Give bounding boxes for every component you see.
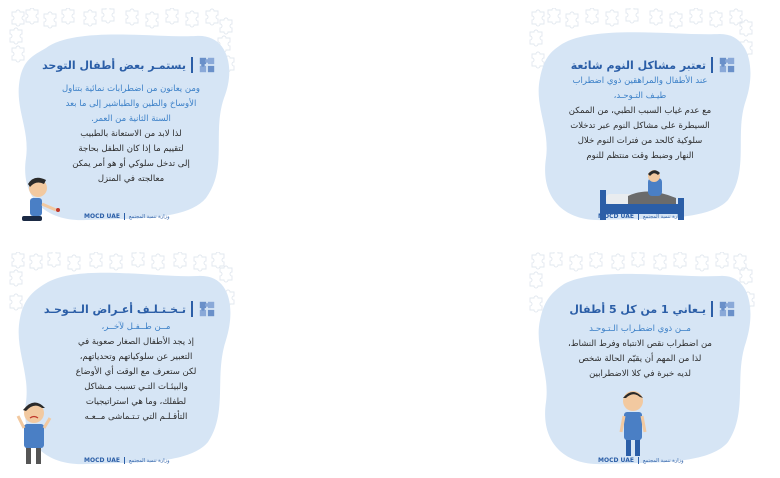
- brand-footer: [598, 213, 684, 220]
- card-title-text: يـعاني 1 من كل 5 أطفال: [569, 302, 706, 316]
- body-line: لكن ستعرف مع الوقت أي الأوضاع: [75, 367, 197, 377]
- card-body: [540, 322, 740, 382]
- title-divider: [711, 301, 713, 317]
- body-line: طيـف التـوحـد،: [613, 91, 667, 101]
- brand-english: MOCD UAE: [84, 457, 120, 464]
- body-line: مع عدم غياب السبب الطبي، من الممكن: [568, 106, 712, 116]
- brand-arabic: وزارة تنمية المجتمع: [128, 457, 170, 464]
- card-title-text: تعتبر مشاكل النوم شائعة: [570, 58, 706, 72]
- card-title: [569, 300, 736, 318]
- card-title: [571, 56, 736, 74]
- card-title: [42, 56, 216, 74]
- info-card-adhd: [526, 252, 758, 472]
- card-title-text: تـخـتـلـف أعـراض الـتـوحـد: [43, 302, 186, 316]
- body-line: لذا من المهم أن يقيّم الحالة شخص: [578, 354, 702, 364]
- body-line: التعبير عن سلوكياتهم وتحدياتهم،: [79, 352, 193, 362]
- body-line: النهار وضبط وقت منتظم للنوم: [586, 151, 694, 161]
- info-card-symptoms: [6, 252, 238, 472]
- brand-english: MOCD UAE: [84, 213, 120, 220]
- info-card-eating: [6, 8, 238, 228]
- body-line: لديه خبرة في كلا الاضطرابين: [589, 369, 691, 379]
- body-line: السيطرة على مشاكل النوم عبر تدخلات: [570, 121, 710, 131]
- info-card-sleep: [526, 8, 758, 228]
- card-body: [52, 320, 220, 425]
- upset-child-illustration: [14, 396, 56, 466]
- card-body: [540, 74, 740, 164]
- brand-divider: [638, 457, 639, 464]
- brand-english: MOCD UAE: [598, 457, 634, 464]
- puzzle-icon: [718, 56, 736, 74]
- puzzle-icon: [198, 56, 216, 74]
- brand-divider: [124, 213, 125, 220]
- body-line: عند الأطفال والمراهقين ذوي اضطراب: [572, 76, 708, 86]
- brand-divider: [124, 457, 125, 464]
- brand-arabic: وزارة تنمية المجتمع: [642, 457, 684, 464]
- title-divider: [191, 301, 193, 317]
- body-line: والبيئـات التـي تسبب مـشاكل: [84, 382, 188, 392]
- brand-divider: [638, 213, 639, 220]
- card-body: [46, 82, 216, 187]
- brand-arabic: وزارة تنمية المجتمع: [128, 213, 170, 220]
- title-divider: [191, 57, 193, 73]
- brand-arabic: وزارة تنمية المجتمع: [642, 213, 684, 220]
- title-divider: [711, 57, 713, 73]
- body-line: مــن ذوي اضطـراب الـتـوحـد: [589, 324, 691, 334]
- crying-child-illustration: [18, 170, 66, 226]
- puzzle-icon: [198, 300, 216, 318]
- body-line: ومن يعانون من اضطرابات نمائية بتناول: [61, 84, 200, 94]
- card-title: [44, 300, 216, 318]
- body-line: مــن طــفـل لآخــر،: [101, 322, 171, 332]
- body-line: إلى تدخل سلوكي أو هو أمر يمكن: [72, 159, 190, 169]
- body-line: السنة الثانية من العمر.: [91, 114, 171, 124]
- body-line: الأوساخ والطين والطباشير إلى ما بعد: [65, 99, 197, 109]
- card-title-text: يستمـر بعض أطفال التوحد: [42, 58, 186, 72]
- brand-english: MOCD UAE: [598, 213, 634, 220]
- brand-footer: [598, 457, 684, 464]
- body-line: التأقـلـم التي تـتـماشى مــعـه: [84, 412, 188, 422]
- brand-footer: [84, 457, 170, 464]
- body-line: معالجته في المنزل: [97, 174, 165, 184]
- body-line: سلوكية كالحد من فترات النوم خلال: [577, 136, 703, 146]
- body-line: من اضطراب نقص الانتباه وفرط النشاط،: [568, 339, 712, 349]
- body-line: لطفلك، وما هي استراتيجيات: [85, 397, 187, 407]
- body-line: لتقييم ما إذا كان الطفل بحاجة: [78, 144, 184, 154]
- body-line: لذا لابد من الاستعانة بالطبيب: [80, 129, 182, 139]
- brand-footer: [84, 213, 170, 220]
- body-line: إذ يجد الأطفال الصغار صعوبة في: [78, 337, 194, 347]
- standing-child-illustration: [618, 386, 648, 458]
- puzzle-icon: [718, 300, 736, 318]
